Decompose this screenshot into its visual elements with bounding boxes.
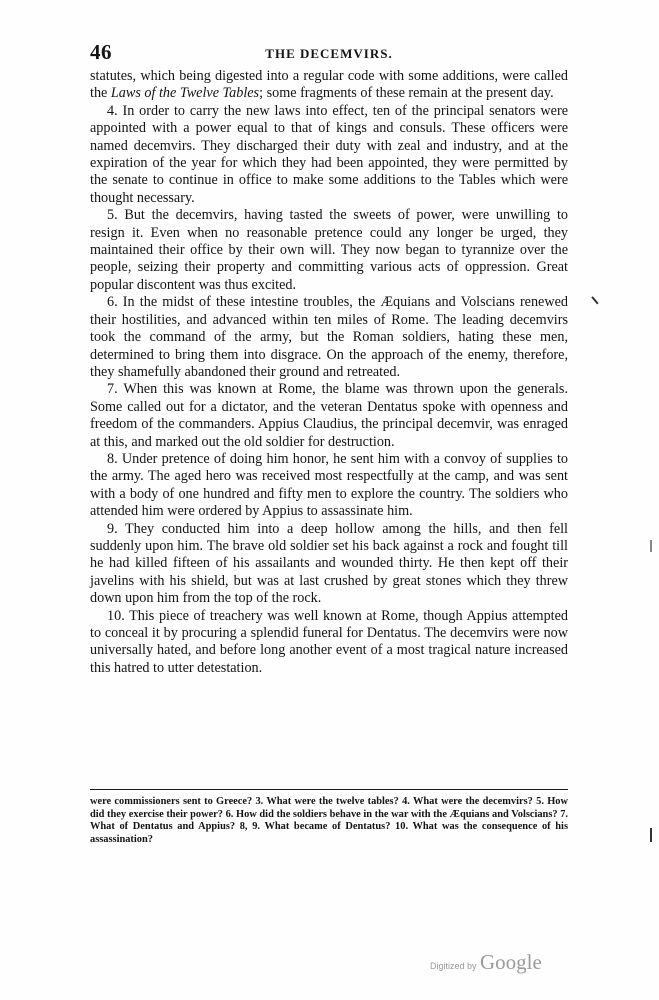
margin-pencil-mark bbox=[650, 540, 652, 552]
digitization-watermark bbox=[430, 950, 570, 976]
google-logo: Google bbox=[480, 950, 542, 974]
paragraph-6: 6. In the midst of these intestine troubles, the Æquians and Volscians renewed their hostilities, and advanced within ten miles of Rome. The leading decemvirs took the command of the army, but the Roman soldiers, hating these men, determined to bring them into disgrace. On the approach of the enemy, therefore, they shamefully abandoned their ground and retreated. bbox=[90, 294, 568, 380]
paragraph-continued bbox=[90, 68, 568, 103]
paragraph-10: 10. This piece of treachery was well known at Rome, though Appius attempted to conceal it by procuring a splendid funeral for Dentatus. The decemvirs were now universally hated, and before long another event of a most tragical nature increased this hatred to utter detestation. bbox=[90, 607, 568, 676]
paragraph-continued-text: statutes, which being digested into a regular code with some additions, were called the bbox=[90, 68, 568, 102]
review-questions-text: were commissioners sent to Greece? 3. What were the twelve tables? 4. What were the decemvirs? 5. How did they exercise their power? 6. How did the soldiers behave in the war with the Æquians and Volscians? 7. What of Dentatus and Appius? 8, 9. What became of Dentatus? 10. What was the consequence of his assassination? bbox=[90, 796, 568, 845]
review-questions bbox=[90, 796, 568, 846]
body-text bbox=[90, 68, 568, 677]
paragraph-7: 7. When this was known at Rome, the blame was thrown upon the generals. Some called out for a dictator, and the veteran Dentatus spoke with openness and freedom of the commanders. Appius Claudius, the principal decemvir, was enraged at this, and marked out the old soldier for destruction. bbox=[90, 381, 568, 450]
laws-title: Laws of the Twelve Tables bbox=[110, 85, 260, 102]
margin-pencil-mark bbox=[591, 297, 598, 305]
margin-pencil-mark bbox=[650, 828, 652, 842]
paragraph-4: 4. In order to carry the new laws into effect, ten of the principal senators were appointed with a power equal to that of kings and consuls. These officers were named decemvirs. They discharged their duty with zeal and industry, and at the expiration of the year for which they had been appointed, they were permitted by the senate to continue in office to make some additions to the Tables which were thought necessary. bbox=[90, 102, 568, 206]
paragraph-5: 5. But the decemvirs, having tasted the sweets of power, were unwilling to resign it. Even when no reasonable pretence could any longer be urged, they maintained their office by their own will. They now began to tyrannize over the people, seizing their property and committing various acts of oppression. Great popular discontent was thus excited. bbox=[90, 207, 568, 293]
paragraph-9: 9. They conducted him into a deep hollow among the hills, and then fell suddenly upon him. The brave old soldier set his back against a rock and fought till he had killed fifteen of his assailants and wounded thirty. He then kept off their javelins with his shield, but was at last crushed by great stones which they threw down upon him from the top of the rock. bbox=[90, 520, 568, 607]
watermark-prefix: Digitized by bbox=[430, 961, 477, 971]
paragraph-8: 8. Under pretence of doing him honor, he sent him with a convoy of supplies to the army. The aged hero was received most respectfully at the camp, and was sent with a body of one hundred and fifty men to explore the country. The soldiers who attended him were ordered by Appius to assassinate him. bbox=[90, 450, 568, 520]
footnote-divider bbox=[90, 789, 568, 790]
paragraph-continued-end: ; some fragments of these remain at the present day. bbox=[259, 85, 554, 102]
page-number: 46 bbox=[90, 40, 112, 64]
page-header bbox=[90, 40, 568, 66]
running-title: THE DECEMVIRS. bbox=[265, 46, 393, 61]
